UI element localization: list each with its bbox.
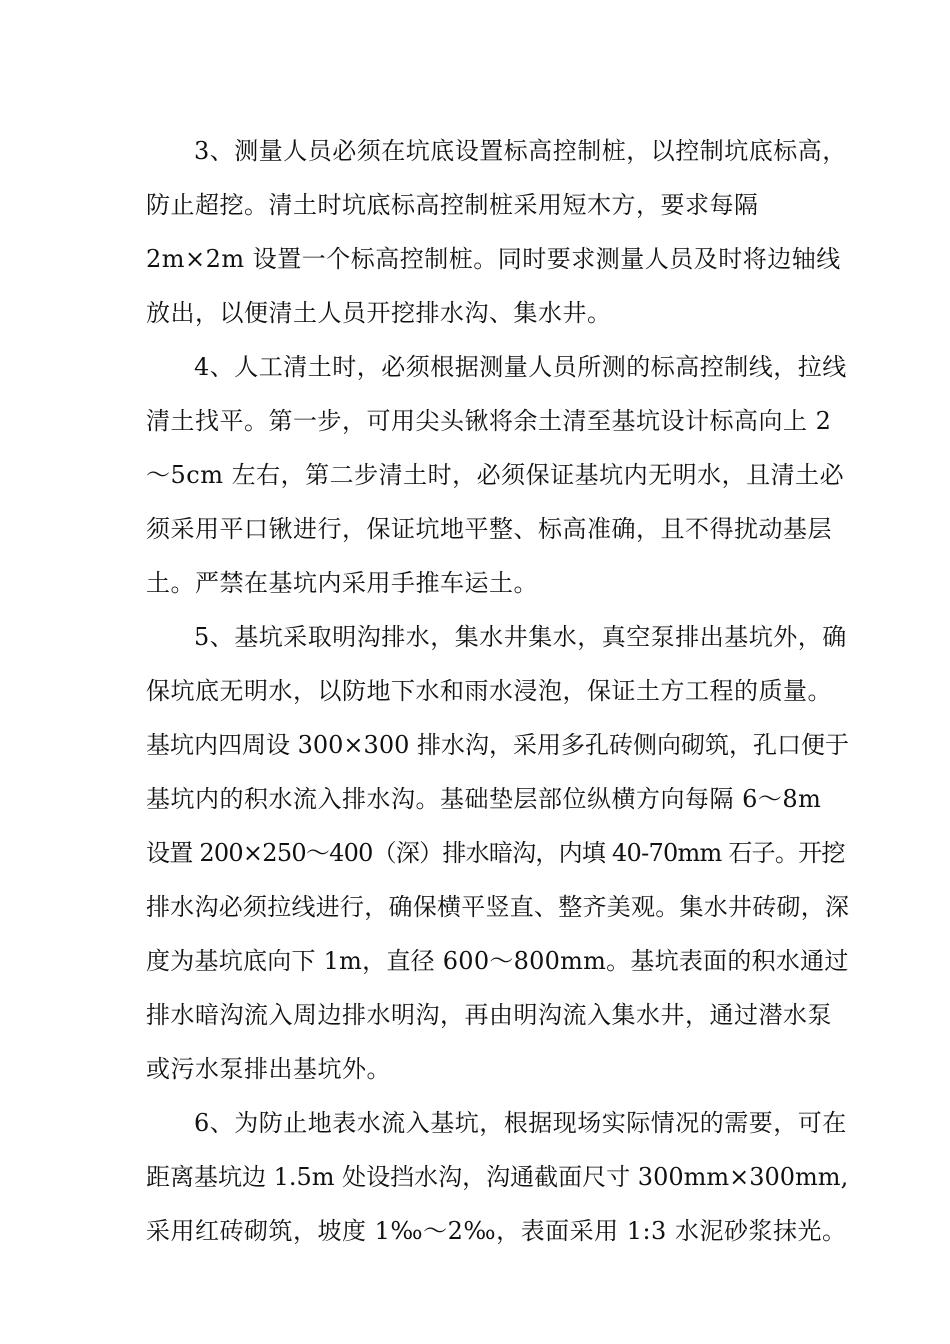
text-line: 度为基坑底向下 1m，直径 600～800mm。基坑表面的积水通过 [146,947,849,975]
text-line: ～5cm 左右，第二步清土时，必须保证基坑内无明水，且清土必 [146,461,845,489]
text-line: 采用红砖砌筑，坡度 1‰～2‰，表面采用 1:3 水泥砂浆抹光。 [146,1217,847,1245]
paragraph-item-4 [146,340,850,610]
text-line: 5、基坑采取明沟排水，集水井集水，真空泵排出基坑外，确 [194,623,847,651]
text-line: 保坑底无明水，以防地下水和雨水浸泡，保证土方工程的质量。 [146,677,832,705]
text-line: 4、人工清土时，必须根据测量人员所测的标高控制线，拉线 [194,353,847,381]
text-line: 2m×2m 设置一个标高控制桩。同时要求测量人员及时将边轴线 [146,245,841,273]
text-line: 设置 200×250～400（深）排水暗沟，内填 40-70mm 石子。开挖 [146,839,845,867]
document-body [146,124,850,1258]
text-line: 6、为防止地表水流入基坑，根据现场实际情况的需要，可在 [194,1109,847,1137]
text-line: 须采用平口锹进行，保证坑地平整、标高准确，且不得扰动基层 [146,515,832,543]
text-line: 排水沟必须拉线进行，确保横平竖直、整齐美观。集水井砖砌，深 [146,893,850,921]
paragraph-item-3 [146,124,850,340]
text-line: 基坑内的积水流入排水沟。基础垫层部位纵横方向每隔 6～8m [146,785,822,813]
text-line: 土。严禁在基坑内采用手推车运土。 [146,569,538,597]
paragraph-item-5 [146,610,850,1096]
text-line: 防止超挖。清土时坑底标高控制桩采用短木方，要求每隔 [146,191,759,219]
text-line: 清土找平。第一步，可用尖头锹将余土清至基坑设计标高向上 2 [146,407,832,435]
paragraph-item-6 [146,1096,850,1258]
text-line: 距离基坑边 1.5m 处设挡水沟，沟通截面尺寸 300mm×300mm, [146,1163,849,1191]
text-line: 排水暗沟流入周边排水明沟，再由明沟流入集水井，通过潜水泵 [146,1001,832,1029]
text-line: 3、测量人员必须在坑底设置标高控制桩，以控制坑底标高， [194,137,847,165]
text-line: 或污水泵排出基坑外。 [146,1055,391,1083]
text-line: 基坑内四周设 300×300 排水沟，采用多孔砖侧向砌筑，孔口便于 [146,731,849,759]
text-line: 放出，以便清土人员开挖排水沟、集水井。 [146,299,612,327]
